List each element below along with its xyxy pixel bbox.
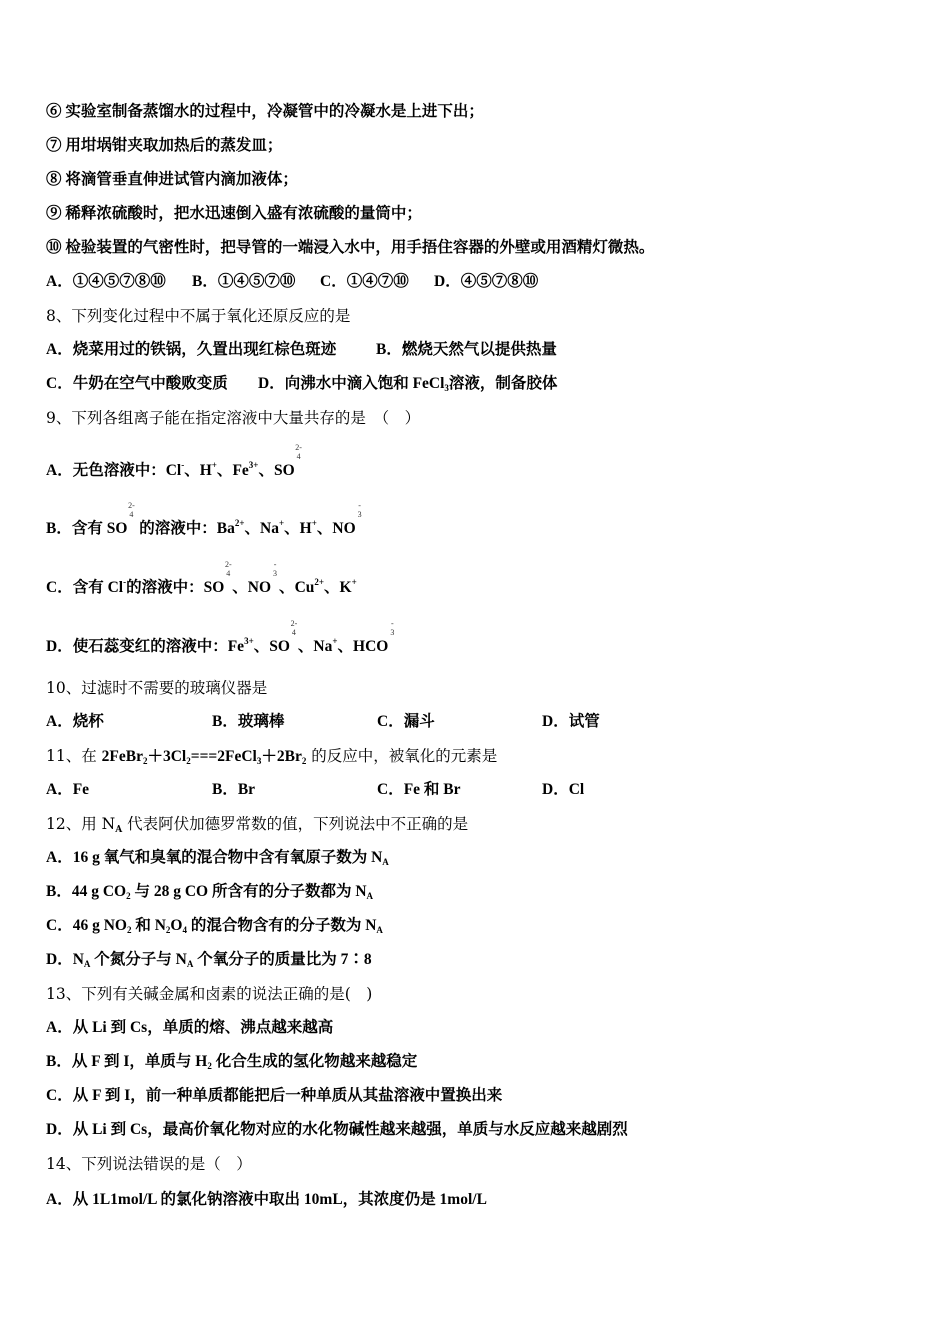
q12-option-c: C．46 g $NO_2$ 和 $N_2O_4$ 的混合物含有的分子数为 $N_A$: [46, 917, 383, 935]
q11-option-a: A．Fe: [46, 781, 90, 798]
q13-option-a: A．从 Li 到 Cs，单质的熔、沸点越来越高: [46, 1019, 334, 1036]
item-8: ⑧ 将滴管垂直伸进试管内滴加液体；: [46, 171, 298, 188]
q8-options-cd: [46, 374, 557, 398]
q7-option-d: D．④⑤⑦⑧⑩: [434, 273, 539, 290]
q13-option-c: C．从 F 到 I，前一种单质都能把后一种单质从其盐溶液中置换出来: [46, 1087, 503, 1104]
q10-option-d: D．试管: [542, 713, 600, 730]
item-7: ⑦ 用坩埚钳夹取加热后的蒸发皿；: [46, 137, 283, 154]
q12-option-d: D．$N_A$ 个氮分子与 $N_A$ 个氧分子的质量比为 7∶8: [46, 951, 372, 969]
q13-option-b: B．从 F 到 I，单质与 $H_2$ 化合生成的氢化物越来越稳定: [46, 1053, 418, 1071]
item-9: ⑨ 稀释浓硫酸时，把水迅速倒入盛有浓硫酸的量筒中；: [46, 205, 422, 222]
q13-stem: 13、下列有关碱金属和卤素的说法正确的是( ): [46, 985, 373, 1003]
q10-option-b: B．玻璃棒: [212, 713, 285, 730]
q9-option-d: D．使石蕊变红的溶液中：$Fe^{3+}$、SO 2- 4 、Na+、HCO - 3: [46, 619, 395, 655]
q8-option-d: D．向沸水中滴入饱和 FeCl$_3$溶液，制备胶体: [258, 375, 558, 393]
q10-options: [46, 712, 600, 732]
q9-option-a: A．无色溶液中：Cl-、H+、$Fe^{3+}$、SO 2- 4: [46, 443, 302, 479]
q13-option-d: D．从 Li 到 Cs，最高价氧化物对应的水化物碱性越来越强，单质与水反应越来越剧烈: [46, 1121, 628, 1138]
q8-option-c: C．牛奶在空气中酸败变质: [46, 375, 228, 392]
q8-stem: 8、下列变化过程中不属于氧化还原反应的是: [46, 307, 351, 325]
q9-option-b: B．含有 SO 2- 4 的溶液中：$Ba^{2+}$、Na+、H+、NO - 3: [46, 501, 362, 537]
q12-option-a: A．16 g 氧气和臭氧的混合物中含有氧原子数为 $N_A$: [46, 849, 389, 867]
q12-stem: 12、用 $N_A$ 代表阿伏加德罗常数的值，下列说法中不正确的是: [46, 815, 469, 835]
q9-option-c: C．含有 Cl-的溶液中：SO 2- 4 、NO - 3 、$Cu^{2+}$、K+: [46, 560, 357, 596]
q7-option-a: A．①④⑤⑦⑧⑩: [46, 273, 166, 290]
q11-options: [46, 780, 584, 800]
q8-option-a: A．烧菜用过的铁锅，久置出现红棕色斑迹: [46, 341, 337, 358]
q11-option-d: D．Cl: [542, 781, 585, 798]
item-6: ⑥ 实验室制备蒸馏水的过程中，冷凝管中的冷凝水是上进下出；: [46, 103, 484, 120]
q11-option-b: B．Br: [212, 781, 256, 798]
q14-stem: 14、下列说法错误的是（ ）: [46, 1155, 252, 1173]
q10-stem: 10、过滤时不需要的玻璃仪器是: [46, 679, 268, 697]
q10-option-c: C．漏斗: [377, 713, 435, 730]
q10-option-a: A．烧杯: [46, 713, 104, 730]
q12-option-b: B．44 g $CO_2$ 与 28 g CO 所含有的分子数都为 $N_A$: [46, 883, 374, 901]
q11-option-c: C．Fe 和 Br: [377, 781, 461, 798]
item-10: ⑩ 检验装置的气密性时，把导管的一端浸入水中，用手捂住容器的外壁或用酒精灯微热。: [46, 239, 655, 256]
q9-stem: 9、下列各组离子能在指定溶液中大量共存的是 （ ）: [46, 409, 421, 427]
q11-stem: 11、在 $2FeBr_2+3Cl_2===2FeCl_3+2Br_2$ 的反应中，被氧化的元素是: [46, 747, 498, 766]
q14-option-a: A．从 1L1mol/L 的氯化钠溶液中取出 10mL，其浓度仍是 1mol/L: [46, 1191, 487, 1208]
q8-option-b: B．燃烧天然气以提供热量: [376, 341, 557, 358]
q8-options-ab: [46, 340, 557, 360]
q7-option-b: B．①④⑤⑦⑩: [192, 273, 296, 290]
q7-options: [46, 272, 538, 292]
q7-option-c: C．①④⑦⑩: [320, 273, 409, 290]
